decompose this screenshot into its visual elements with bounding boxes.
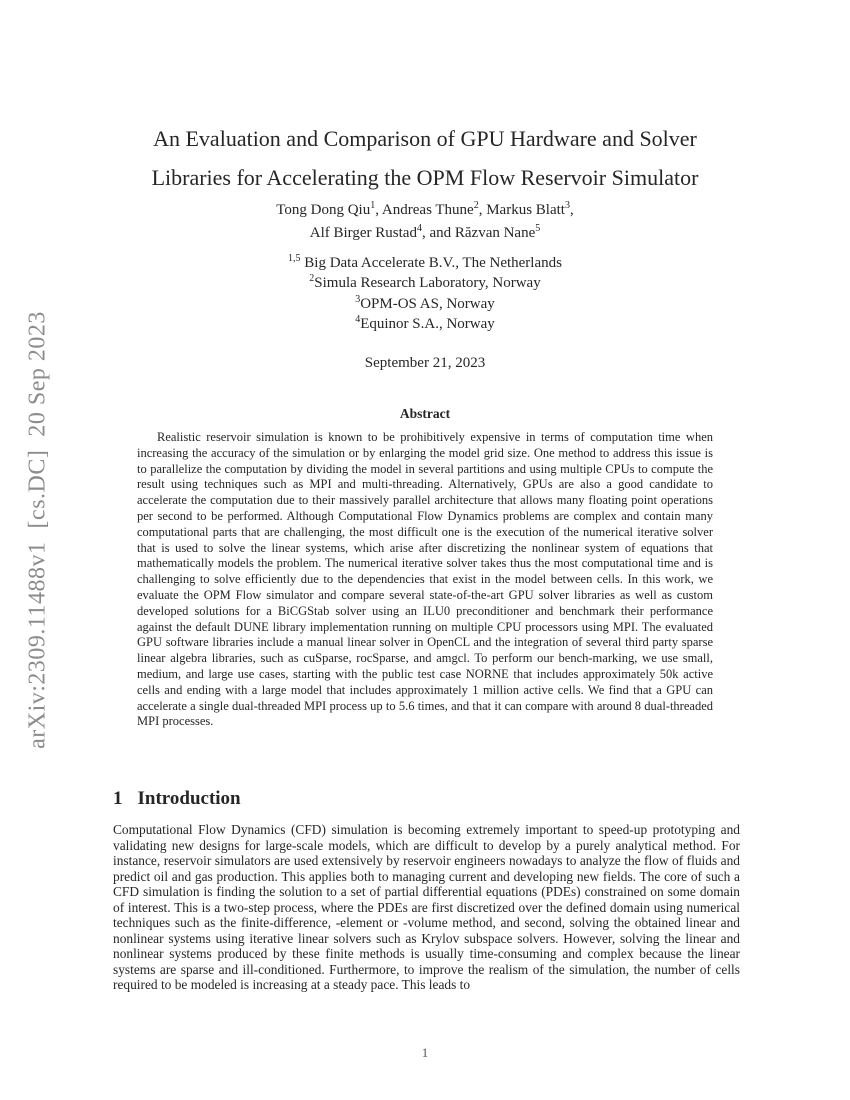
author-name: Andreas Thune	[381, 202, 474, 218]
author-name: Tong Dong Qiu	[276, 202, 371, 218]
page-number: 1	[421, 1045, 429, 1060]
affiliation-item	[0, 294, 850, 314]
paper-title-line-2: Libraries for Accelerating the OPM Flow Reservoir Simulator	[151, 165, 699, 190]
author-separator: ,	[375, 202, 382, 218]
section-heading-introduction	[113, 788, 740, 810]
section-number: 1	[113, 788, 123, 809]
affiliation-text: Big Data Accelerate B.V., The Netherlands	[300, 255, 562, 271]
author-name: Alf Birger Rustad	[309, 225, 417, 241]
affiliation-item	[0, 273, 850, 293]
author-row-1	[0, 199, 850, 222]
introduction-paragraph: Computational Flow Dynamics (CFD) simulation is becoming extremely important to speed-up prototyping and validating new designs for large-scale models, which are difficult to develop by a purely analytical method. For instance, reservoir simulators are used extensively by reservoir engineers nowadays to analyze the flow of fluids and predict oil and gas production. This applies both to managing current and developing new fields. The core of such a CFD simulation is finding the solution to a set of partial differential equations (PDEs) constrained on some domain of interest. This is a two-step process, where the PDEs are first discretized over the defined domain using numerical techniques such as the finite-difference, -element or -volume method, and second, solving the obtained linear and nonlinear systems using iterative linear solvers such as Krylov subspace solvers. However, solving the linear and nonlinear systems produced by these finite methods is usually time-consuming and complex because the linear systems are sparse and ill-conditioned. Furthermore, to improve the realism of the simulation, the number of cells required to be modeled is increasing at a steady pace. This leads to	[113, 822, 740, 992]
affiliation-list	[0, 253, 850, 334]
author-affiliation-marker: 3	[564, 200, 570, 211]
affiliation-text: Simula Research Laboratory, Norway	[314, 275, 541, 292]
publication-date: September 21, 2023	[364, 355, 486, 371]
affiliation-item	[0, 253, 850, 273]
paper-title	[0, 119, 850, 197]
abstract-text: Realistic reservoir simulation is known to be prohibitively expensive in terms of computation time when increasing the accuracy of the simulation or by enlarging the model grid size. One method to address this issue is to parallelize the computation by dividing the model in several partitions and using multiple CPUs to compute the result using techniques such as MPI and multi-threading. Alternatively, GPUs are also a good candidate to accelerate the computation due to their massively parallel architecture that allows many floating point operations per second to be performed. Although Computational Flow Dynamics problems are complex and contain many computational parts that are challenging, the most difficult one is the execution of the numerical iterative solver that is used to solve the linear systems, which arise after discretizing the nonlinear system of equations that mathematically models the problem. The numerical iterative solver takes thus the most computational time and is challenging to solve efficiently due to the dependencies that exist in the model between cells. In this work, we evaluate the OPM Flow simulator and compare several state-of-the-art GPU solver libraries as well as custom developed solutions for a BiCGStab solver using an ILU0 preconditioner and benchmark their performance against the default DUNE library implementation running on multiple CPU processors using MPI. The evaluated GPU software libraries include a manual linear solver in OpenCL and the integration of several third party sparse linear algebra libraries, such as cuSparse, rocSparse, and amgcl. To perform our bench-marking, we use small, medium, and large use cases, starting with the public test case NORNE that includes approximately 50k active cells and ending with a large model that includes approximately 1 million active cells. We find that a GPU can accelerate a single dual-threaded MPI process up to 5.6 times, and that it can compare with around 8 dual-threaded MPI processes.	[137, 430, 713, 729]
author-affiliation-marker: 5	[535, 223, 541, 234]
author-name: Markus Blatt	[486, 202, 565, 218]
author-separator: ,	[478, 202, 487, 218]
author-list	[0, 199, 850, 245]
author-separator: ,	[569, 202, 574, 218]
affiliation-marker: 2	[309, 273, 315, 285]
affiliation-marker: 1,5	[288, 253, 301, 264]
affiliation-item	[0, 314, 850, 334]
affiliation-marker: 3	[355, 293, 361, 305]
affiliation-text: Equinor S.A., Norway	[360, 315, 495, 332]
affiliation-text: OPM-OS AS, Norway	[360, 295, 495, 312]
author-name: Răzvan Nane	[454, 225, 536, 241]
section-title: Introduction	[137, 788, 241, 809]
author-row-2	[0, 222, 850, 245]
author-affiliation-marker: 1	[370, 200, 376, 211]
affiliation-marker: 4	[355, 313, 361, 325]
arxiv-watermark: arXiv:2309.11488v1 [cs.DC] 20 Sep 2023	[24, 311, 51, 749]
author-separator: , and	[421, 225, 455, 241]
paper-title-line-1: An Evaluation and Comparison of GPU Hardware and Solver	[153, 126, 697, 151]
author-affiliation-marker: 4	[416, 223, 422, 234]
abstract-heading: Abstract	[399, 406, 451, 421]
author-affiliation-marker: 2	[473, 200, 479, 211]
